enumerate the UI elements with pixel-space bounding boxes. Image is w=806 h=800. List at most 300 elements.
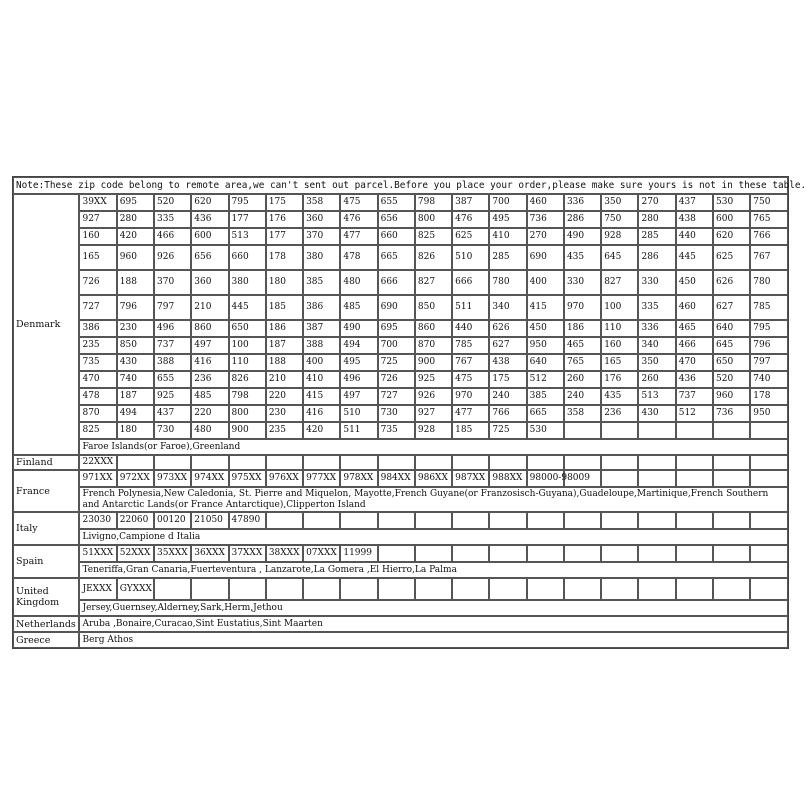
zip-code-cell bbox=[638, 578, 675, 600]
zip-code-cell: 185 bbox=[266, 295, 303, 320]
zip-code-cell bbox=[638, 512, 675, 529]
zip-code-cell bbox=[601, 545, 638, 562]
zip-code-cell: 660 bbox=[229, 245, 266, 270]
zip-code-cell bbox=[489, 455, 526, 470]
zip-code-cell: 478 bbox=[79, 388, 116, 405]
zip-code-cell: 485 bbox=[340, 295, 377, 320]
country-label: Greece bbox=[13, 632, 79, 648]
zip-code-row bbox=[13, 228, 788, 245]
zip-code-cell: 285 bbox=[638, 228, 675, 245]
zip-code-cell: 977XX bbox=[303, 470, 340, 487]
zip-code-cell: 220 bbox=[191, 405, 228, 422]
zip-code-cell: 987XX bbox=[452, 470, 489, 487]
zip-code-cell: 798 bbox=[229, 388, 266, 405]
region-text-row bbox=[13, 529, 788, 545]
zip-code-cell: 960 bbox=[713, 388, 750, 405]
zip-code-cell: 690 bbox=[378, 295, 415, 320]
zip-code-cell: 825 bbox=[415, 228, 452, 245]
zip-code-cell bbox=[191, 455, 228, 470]
zip-code-cell bbox=[750, 545, 788, 562]
zip-code-row bbox=[13, 354, 788, 371]
zip-code-cell: 690 bbox=[527, 245, 564, 270]
zip-code-cell: 160 bbox=[601, 337, 638, 354]
zip-code-cell: 928 bbox=[415, 422, 452, 439]
zip-code-cell: 740 bbox=[750, 371, 788, 388]
zip-code-cell: 360 bbox=[303, 211, 340, 228]
zip-code-cell: 438 bbox=[489, 354, 526, 371]
region-names-cell: Teneriffa,Gran Canaria,Fuerteventura , Lanzarote,La Gomera ,El Hierro,La Palma bbox=[79, 562, 788, 578]
zip-code-cell: 726 bbox=[378, 371, 415, 388]
zip-code-cell: 530 bbox=[713, 194, 750, 211]
zip-code-cell: 665 bbox=[378, 245, 415, 270]
zip-code-cell: 388 bbox=[303, 337, 340, 354]
zip-code-cell: 620 bbox=[713, 228, 750, 245]
region-text-row bbox=[13, 562, 788, 578]
zip-code-cell: 972XX bbox=[117, 470, 154, 487]
zip-code-cell bbox=[340, 455, 377, 470]
zip-code-cell bbox=[601, 578, 638, 600]
zip-code-cell: 960 bbox=[117, 245, 154, 270]
zip-code-cell bbox=[750, 422, 788, 439]
zip-code-cell: 39XX bbox=[79, 194, 116, 211]
zip-code-cell bbox=[676, 545, 713, 562]
zip-code-row bbox=[13, 470, 788, 487]
zip-code-cell: 410 bbox=[303, 371, 340, 388]
zip-code-cell: 666 bbox=[378, 270, 415, 295]
zip-code-cell: 510 bbox=[452, 245, 489, 270]
zip-code-cell: 47890 bbox=[229, 512, 266, 529]
zip-code-cell bbox=[527, 512, 564, 529]
zip-code-cell: 926 bbox=[154, 245, 191, 270]
country-label: Netherlands bbox=[13, 616, 79, 632]
zip-code-cell: 970 bbox=[452, 388, 489, 405]
zip-code-cell: 38XXX bbox=[266, 545, 303, 562]
zip-code-cell: 780 bbox=[489, 270, 526, 295]
zip-code-cell bbox=[564, 512, 601, 529]
zip-code-cell: 725 bbox=[489, 422, 526, 439]
zip-code-cell: 927 bbox=[415, 405, 452, 422]
zip-code-cell: 35XXX bbox=[154, 545, 191, 562]
zip-code-row bbox=[13, 211, 788, 228]
zip-code-cell: 900 bbox=[229, 422, 266, 439]
zip-code-cell: 07XXX bbox=[303, 545, 340, 562]
zip-code-cell: 180 bbox=[266, 270, 303, 295]
zip-code-cell: 650 bbox=[229, 320, 266, 337]
zip-code-cell: 415 bbox=[527, 295, 564, 320]
zip-code-cell: 626 bbox=[489, 320, 526, 337]
zip-code-cell: 860 bbox=[191, 320, 228, 337]
zip-code-cell: 496 bbox=[154, 320, 191, 337]
zip-code-cell: 485 bbox=[191, 388, 228, 405]
zip-code-cell: 695 bbox=[117, 194, 154, 211]
zip-code-cell: 495 bbox=[340, 354, 377, 371]
zip-code-cell: 350 bbox=[601, 194, 638, 211]
zip-code-cell: 340 bbox=[489, 295, 526, 320]
zip-code-cell: 465 bbox=[564, 337, 601, 354]
zip-code-cell: 926 bbox=[415, 388, 452, 405]
region-text-row bbox=[13, 487, 788, 512]
zip-code-cell: 270 bbox=[638, 194, 675, 211]
zip-code-cell: 260 bbox=[564, 371, 601, 388]
zip-code-cell: 330 bbox=[638, 270, 675, 295]
zip-code-cell: 620 bbox=[191, 194, 228, 211]
zip-code-cell: 236 bbox=[191, 371, 228, 388]
zip-code-cell: 11999 bbox=[340, 545, 377, 562]
zip-code-cell: 796 bbox=[750, 337, 788, 354]
zip-code-cell: 165 bbox=[601, 354, 638, 371]
zip-code-cell: 436 bbox=[676, 371, 713, 388]
zip-code-cell: 736 bbox=[527, 211, 564, 228]
zip-code-cell: 798 bbox=[415, 194, 452, 211]
zip-code-cell bbox=[564, 545, 601, 562]
zip-code-cell: 950 bbox=[527, 337, 564, 354]
zip-code-cell bbox=[154, 455, 191, 470]
zip-code-cell: 188 bbox=[266, 354, 303, 371]
zip-code-cell: 511 bbox=[452, 295, 489, 320]
zip-code-cell: 177 bbox=[229, 211, 266, 228]
zip-code-cell: 400 bbox=[303, 354, 340, 371]
region-names-cell: French Polynesia,New Caledonia, St. Pierre and Miquelon, Mayotte,French Guyane(or Franzosisch-Guyana),Guadeloupe,Martinique,French Southern and Antarctic Lands(or France Antarctique),Clipperton Island bbox=[79, 487, 788, 512]
zip-code-cell: 185 bbox=[452, 422, 489, 439]
zip-code-cell: 335 bbox=[154, 211, 191, 228]
zip-code-cell: 666 bbox=[452, 270, 489, 295]
zip-code-cell: 825 bbox=[79, 422, 116, 439]
zip-code-cell: 21050 bbox=[191, 512, 228, 529]
zip-code-cell: 750 bbox=[601, 211, 638, 228]
country-label: France bbox=[13, 470, 79, 512]
zip-code-cell: 177 bbox=[266, 228, 303, 245]
zip-code-cell: 445 bbox=[229, 295, 266, 320]
zip-code-cell bbox=[266, 512, 303, 529]
zip-code-cell: 440 bbox=[676, 228, 713, 245]
zip-code-cell: 286 bbox=[564, 211, 601, 228]
zip-code-cell: 335 bbox=[638, 295, 675, 320]
zip-code-cell: 735 bbox=[378, 422, 415, 439]
zip-code-cell: 358 bbox=[303, 194, 340, 211]
zip-code-cell: 766 bbox=[750, 228, 788, 245]
zip-code-cell: 437 bbox=[154, 405, 191, 422]
zip-code-cell bbox=[676, 470, 713, 487]
zip-code-cell: 160 bbox=[79, 228, 116, 245]
zip-code-cell: 495 bbox=[489, 211, 526, 228]
remote-area-zip-table bbox=[12, 176, 806, 649]
zip-code-cell bbox=[676, 455, 713, 470]
zip-code-cell: 655 bbox=[378, 194, 415, 211]
zip-code-cell: 340 bbox=[638, 337, 675, 354]
zip-code-cell: 976XX bbox=[266, 470, 303, 487]
zip-code-cell: 437 bbox=[676, 194, 713, 211]
zip-code-cell: 512 bbox=[676, 405, 713, 422]
zip-code-cell: 797 bbox=[154, 295, 191, 320]
zip-code-cell bbox=[378, 512, 415, 529]
zip-code-cell: 737 bbox=[676, 388, 713, 405]
zip-code-cell: 386 bbox=[303, 295, 340, 320]
region-names-cell: Aruba ,Bonaire,Curacao,Sint Eustatius,Sint Maarten bbox=[79, 616, 788, 632]
zip-code-cell bbox=[229, 455, 266, 470]
zip-code-cell bbox=[378, 545, 415, 562]
zip-code-cell: 640 bbox=[713, 320, 750, 337]
zip-code-cell: 650 bbox=[713, 354, 750, 371]
zip-code-cell: 700 bbox=[489, 194, 526, 211]
zip-code-cell: 385 bbox=[527, 388, 564, 405]
zip-code-cell bbox=[750, 470, 788, 487]
zip-code-cell: 494 bbox=[340, 337, 377, 354]
zip-code-cell: 235 bbox=[266, 422, 303, 439]
zip-code-cell: 766 bbox=[489, 405, 526, 422]
zip-code-cell: 510 bbox=[340, 405, 377, 422]
zip-code-cell bbox=[266, 455, 303, 470]
region-text-row bbox=[13, 600, 788, 616]
zip-code-cell: 512 bbox=[527, 371, 564, 388]
zip-code-cell: 336 bbox=[638, 320, 675, 337]
zip-code-cell: 410 bbox=[489, 228, 526, 245]
zip-code-cell bbox=[489, 512, 526, 529]
zip-code-cell: 988XX bbox=[489, 470, 526, 487]
zip-code-row bbox=[13, 578, 788, 600]
zip-code-row bbox=[13, 405, 788, 422]
zip-code-cell: 430 bbox=[117, 354, 154, 371]
zip-code-cell: 230 bbox=[266, 405, 303, 422]
zip-code-cell: 727 bbox=[79, 295, 116, 320]
zip-code-cell: 37XXX bbox=[229, 545, 266, 562]
zip-code-cell: 785 bbox=[750, 295, 788, 320]
zip-code-cell bbox=[527, 455, 564, 470]
zip-code-cell: 740 bbox=[117, 371, 154, 388]
zip-code-cell: 270 bbox=[527, 228, 564, 245]
zip-code-cell bbox=[489, 578, 526, 600]
zip-code-cell: 971XX bbox=[79, 470, 116, 487]
zip-code-cell: 928 bbox=[601, 228, 638, 245]
zip-code-cell bbox=[676, 422, 713, 439]
zip-code-cell: 460 bbox=[676, 295, 713, 320]
zip-code-cell bbox=[601, 470, 638, 487]
zip-code-cell: 380 bbox=[229, 270, 266, 295]
zip-code-cell bbox=[638, 455, 675, 470]
zip-code-cell bbox=[378, 578, 415, 600]
zip-code-cell: 520 bbox=[713, 371, 750, 388]
zip-code-cell: 210 bbox=[191, 295, 228, 320]
zip-code-row bbox=[13, 371, 788, 388]
zip-code-cell: 435 bbox=[564, 245, 601, 270]
zip-code-cell: 178 bbox=[266, 245, 303, 270]
zip-code-row bbox=[13, 422, 788, 439]
zip-code-cell: 186 bbox=[266, 320, 303, 337]
zip-code-cell: 36XXX bbox=[191, 545, 228, 562]
zip-code-cell: 280 bbox=[117, 211, 154, 228]
zip-code-cell: 600 bbox=[191, 228, 228, 245]
zip-code-row bbox=[13, 270, 788, 295]
zip-code-cell: 974XX bbox=[191, 470, 228, 487]
zip-code-cell bbox=[117, 455, 154, 470]
zip-code-cell bbox=[638, 545, 675, 562]
zip-code-cell: 220 bbox=[266, 388, 303, 405]
zip-code-cell: 436 bbox=[191, 211, 228, 228]
zip-code-cell: 925 bbox=[415, 371, 452, 388]
zip-code-cell bbox=[415, 578, 452, 600]
zip-code-cell bbox=[713, 470, 750, 487]
zip-code-cell: 360 bbox=[191, 270, 228, 295]
zip-code-cell: 695 bbox=[378, 320, 415, 337]
region-names-cell: Jersey,Guernsey,Alderney,Sark,Herm,Jethou bbox=[79, 600, 788, 616]
zip-code-cell: 645 bbox=[713, 337, 750, 354]
country-label: Italy bbox=[13, 512, 79, 545]
zip-code-cell: 730 bbox=[378, 405, 415, 422]
zip-code-cell: 767 bbox=[452, 354, 489, 371]
region-text-row bbox=[13, 632, 788, 648]
zip-code-cell: 450 bbox=[676, 270, 713, 295]
zip-code-cell: 975XX bbox=[229, 470, 266, 487]
zip-code-cell: 765 bbox=[750, 211, 788, 228]
zip-code-cell: 750 bbox=[750, 194, 788, 211]
zip-code-row bbox=[13, 512, 788, 529]
zip-code-cell: 767 bbox=[750, 245, 788, 270]
zip-code-cell: 110 bbox=[601, 320, 638, 337]
zip-code-cell bbox=[415, 512, 452, 529]
zip-code-cell: JEXXX bbox=[79, 578, 116, 600]
zip-code-cell bbox=[191, 578, 228, 600]
zip-code-cell: 927 bbox=[79, 211, 116, 228]
zip-code-cell: 511 bbox=[340, 422, 377, 439]
zip-code-cell bbox=[713, 578, 750, 600]
zip-code-cell: 350 bbox=[638, 354, 675, 371]
region-text-row bbox=[13, 439, 788, 455]
zip-code-cell bbox=[676, 512, 713, 529]
zip-code-cell: 187 bbox=[266, 337, 303, 354]
zip-code-cell bbox=[601, 455, 638, 470]
zip-code-cell: 860 bbox=[415, 320, 452, 337]
zip-code-row bbox=[13, 320, 788, 337]
zip-code-cell bbox=[564, 455, 601, 470]
zip-code-cell: 178 bbox=[750, 388, 788, 405]
zip-code-cell: 22060 bbox=[117, 512, 154, 529]
zip-code-cell: 100 bbox=[229, 337, 266, 354]
zip-code-cell: 440 bbox=[452, 320, 489, 337]
zip-code-cell: 625 bbox=[452, 228, 489, 245]
zip-code-cell: 235 bbox=[79, 337, 116, 354]
region-text-row bbox=[13, 616, 788, 632]
zip-code-cell: 100 bbox=[601, 295, 638, 320]
zip-code-cell: 700 bbox=[378, 337, 415, 354]
zip-code-cell: 400 bbox=[527, 270, 564, 295]
zip-code-cell bbox=[229, 578, 266, 600]
zip-code-cell: 186 bbox=[564, 320, 601, 337]
zip-code-cell: 23030 bbox=[79, 512, 116, 529]
zip-code-row bbox=[13, 388, 788, 405]
zip-code-cell bbox=[638, 470, 675, 487]
zip-code-cell: 110 bbox=[229, 354, 266, 371]
zip-code-cell bbox=[750, 578, 788, 600]
zip-code-cell: 645 bbox=[601, 245, 638, 270]
zip-code-cell: 984XX bbox=[378, 470, 415, 487]
zip-code-cell: 358 bbox=[564, 405, 601, 422]
zip-code-cell: 165 bbox=[79, 245, 116, 270]
zip-code-cell bbox=[303, 578, 340, 600]
zip-code-cell: 420 bbox=[303, 422, 340, 439]
zip-code-cell: 727 bbox=[378, 388, 415, 405]
zip-code-cell bbox=[750, 512, 788, 529]
zip-code-cell: 416 bbox=[191, 354, 228, 371]
zip-code-cell bbox=[601, 422, 638, 439]
zip-code-cell: 435 bbox=[601, 388, 638, 405]
zip-code-cell bbox=[303, 512, 340, 529]
zip-code-cell: 478 bbox=[340, 245, 377, 270]
zip-code-cell: 826 bbox=[229, 371, 266, 388]
zip-code-cell: 827 bbox=[415, 270, 452, 295]
zip-code-cell: 460 bbox=[527, 194, 564, 211]
zip-code-cell: 175 bbox=[489, 371, 526, 388]
zip-code-cell: 950 bbox=[750, 405, 788, 422]
zip-code-cell: 513 bbox=[229, 228, 266, 245]
zip-code-cell: 480 bbox=[340, 270, 377, 295]
zip-code-cell: 627 bbox=[713, 295, 750, 320]
zip-code-cell: 925 bbox=[154, 388, 191, 405]
zip-code-cell bbox=[564, 422, 601, 439]
zip-code-cell: 175 bbox=[266, 194, 303, 211]
zip-code-cell: 656 bbox=[191, 245, 228, 270]
zip-code-cell: 800 bbox=[415, 211, 452, 228]
zip-code-cell: 490 bbox=[564, 228, 601, 245]
zip-code-row bbox=[13, 194, 788, 211]
zip-code-cell: 490 bbox=[340, 320, 377, 337]
zip-code-cell bbox=[750, 455, 788, 470]
zip-code-cell: 00120 bbox=[154, 512, 191, 529]
zip-code-cell bbox=[452, 578, 489, 600]
zip-code-cell: 530 bbox=[527, 422, 564, 439]
zip-code-cell: 780 bbox=[750, 270, 788, 295]
zip-code-row bbox=[13, 545, 788, 562]
region-names-cell: Livigno,Campione d Italia bbox=[79, 529, 788, 545]
zip-code-cell: 387 bbox=[452, 194, 489, 211]
country-label: Finland bbox=[13, 455, 79, 470]
zip-code-cell bbox=[415, 545, 452, 562]
zip-code-cell: 497 bbox=[340, 388, 377, 405]
zip-code-cell: 625 bbox=[713, 245, 750, 270]
zip-code-cell bbox=[713, 455, 750, 470]
zip-code-cell: 210 bbox=[266, 371, 303, 388]
zip-code-cell: 475 bbox=[452, 371, 489, 388]
zip-code-cell: 736 bbox=[713, 405, 750, 422]
zip-code-cell: 475 bbox=[340, 194, 377, 211]
zip-code-cell: 51XXX bbox=[79, 545, 116, 562]
zip-code-cell: 386 bbox=[79, 320, 116, 337]
zip-code-cell bbox=[378, 455, 415, 470]
zip-code-cell: 176 bbox=[266, 211, 303, 228]
zip-code-cell: 970 bbox=[564, 295, 601, 320]
zip-code-cell: 730 bbox=[154, 422, 191, 439]
zip-code-cell: 655 bbox=[154, 371, 191, 388]
zip-code-cell: 513 bbox=[638, 388, 675, 405]
zip-code-cell bbox=[452, 512, 489, 529]
zip-code-cell: 477 bbox=[452, 405, 489, 422]
country-label: Spain bbox=[13, 545, 79, 578]
zip-code-cell: 370 bbox=[303, 228, 340, 245]
zip-code-cell: 466 bbox=[154, 228, 191, 245]
zip-code-cell: 420 bbox=[117, 228, 154, 245]
zip-code-row bbox=[13, 295, 788, 320]
zip-code-cell: 785 bbox=[452, 337, 489, 354]
zip-code-cell: 466 bbox=[676, 337, 713, 354]
zip-code-cell: 660 bbox=[378, 228, 415, 245]
zip-code-cell: GYXXX bbox=[117, 578, 154, 600]
zip-code-cell bbox=[489, 545, 526, 562]
zip-code-cell: 188 bbox=[117, 270, 154, 295]
zip-code-cell bbox=[527, 545, 564, 562]
zip-code-cell: 445 bbox=[676, 245, 713, 270]
zip-code-cell bbox=[676, 578, 713, 600]
zip-code-cell: 827 bbox=[601, 270, 638, 295]
zip-code-cell: 520 bbox=[154, 194, 191, 211]
zip-code-row bbox=[13, 337, 788, 354]
